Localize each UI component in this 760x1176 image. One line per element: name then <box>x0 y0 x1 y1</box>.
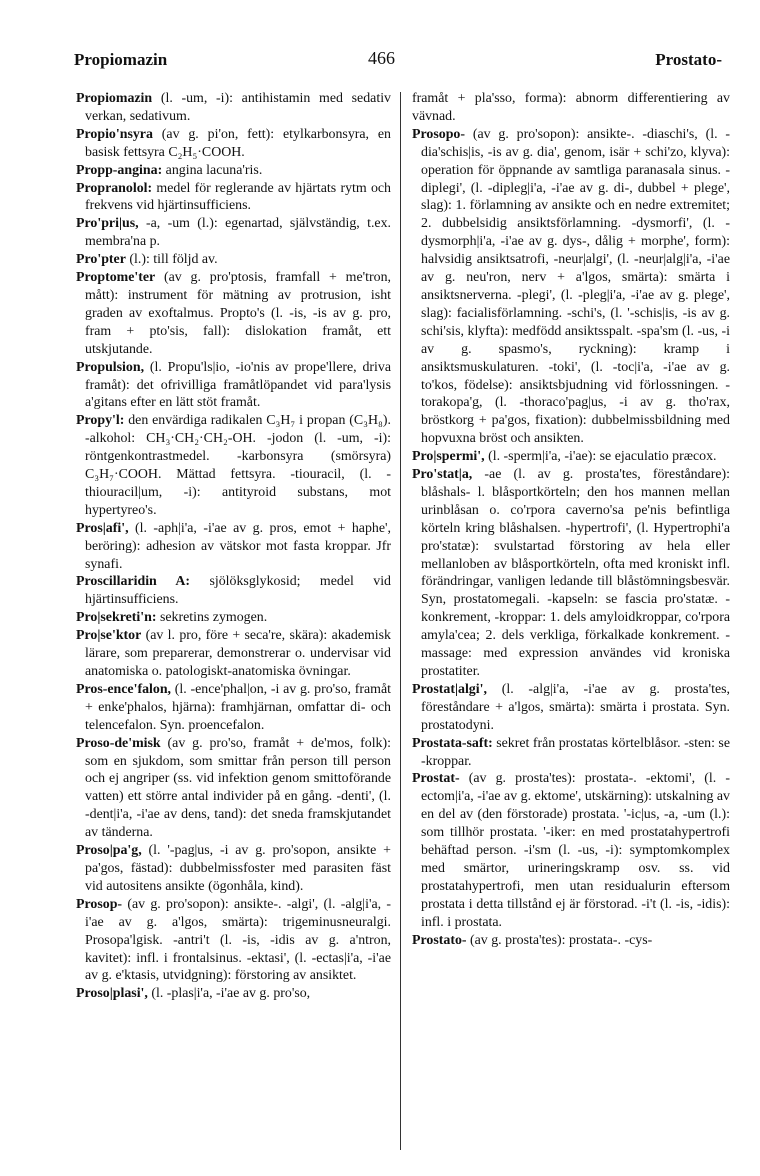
entry-headword: Prostat|algi', <box>412 681 487 697</box>
dictionary-entry <box>76 251 391 269</box>
entry-definition: (l. -alg|i'a, -i'ae av g. prosta'tes, föreståndare + a'lgos, smärta): smärta i prostata. Syn. prostatodyni. <box>421 681 730 733</box>
entry-definition: den envärdiga radikalen C₃H₇ i propan (C₃H₈). -alkohol: CH₃·CH₂·CH₂-OH. -jodon (l. -um, -i): röntgenkontrastmedel. -karbonsyra (smörsyra) C₃H₇·COOH. Mättad fettsyra. -tiouracil, (l. -thiouracil|um, -i): antityroid substans, mot hypertyreo's. <box>85 413 391 518</box>
entry-definition: (av g. prosta'tes): prostata-. -ektomi', (l. -ectom|i'a, -i'ae av g. ektome', utskärning): utskalning av en del av (den förstorade) prostata. '-ic|us, -a, -um (l.): som tillhör prostata. '-iker: en med prostatahypertrofi behäftad person. -i'sm (l. -us, -i): symptomkomplex med smärtor, urineringskramp osv. ss. vid prostatahypertrofi, men utan residualurin eftersom prostata i detta tillstånd ej är förstorad. -i't (l. -is, -idis): infl. i prostata. <box>421 771 730 930</box>
dictionary-entry <box>76 681 391 735</box>
entry-definition: framåt + pla'sso, forma): abnorm differentiering av vävnad. <box>412 91 730 124</box>
dictionary-entry <box>76 180 391 216</box>
entry-headword: Pro'stat|a, <box>412 467 473 483</box>
dictionary-entry <box>412 681 730 735</box>
entry-definition: angina lacuna'ris. <box>162 162 263 178</box>
dictionary-entry <box>412 126 730 448</box>
entry-headword: Propulsion, <box>76 359 145 375</box>
dictionary-entry <box>76 412 391 519</box>
right-guide-word: Prostato- <box>655 50 722 69</box>
entry-definition: (l. -ence'phal|on, -i av g. pro'so, framåt + enke'phalos, hjärna): framhjärnan, omfattar di- och telencefalon. Syn. proencefalon. <box>85 681 391 733</box>
page-number: 466 <box>368 48 395 68</box>
dictionary-entry <box>76 627 391 681</box>
dictionary-entry <box>76 520 391 574</box>
dictionary-entry <box>412 448 730 466</box>
entry-definition: (av g. pro'sopon): ansikte-. -algi', (l. -alg|i'a, -i'ae av g. a'lgos, smärta): trigeminusneuralgi. Prosopa'lgisk. -antri't (l. -is, -idis av g. a'ntron, kavitet): infl. i frontalsinus. -ektasi', (l. -ectas|i'a, -i'ae av g. e'ktasis, utvidgning): förstoring av ansiktet. <box>85 896 391 984</box>
dictionary-entry <box>76 842 391 896</box>
entry-definition: sjölöksglykosid; medel vid hjärtinsufficiens. <box>85 574 391 608</box>
left-guide-word: Propiomazin <box>74 50 168 69</box>
entry-headword: Propp-angina: <box>76 162 163 178</box>
dictionary-entry <box>76 126 391 162</box>
entry-headword: Pros|afi', <box>76 520 129 536</box>
dictionary-entry <box>412 735 730 771</box>
dictionary-entry <box>76 90 391 126</box>
entry-definition: (l. Propu'ls|io, -io'nis av prope'llere, driva framåt): det ofrivilliga framåtlöpandet vid para'lysis a'gitans efter en lätt stöt framåt. <box>85 359 391 411</box>
page-header <box>0 44 760 76</box>
entry-definition: medel för reglerande av hjärtats rytm och frekvens vid hjärtinsufficiens. <box>85 180 391 214</box>
entry-headword: Proso|pa'g, <box>76 843 142 859</box>
entry-definition: (l. -um, -i): antihistamin med sedativ verkan, sedativum. <box>85 91 391 124</box>
entry-headword: Proso-de'misk <box>76 735 161 751</box>
entry-headword: Propy'l: <box>76 413 125 429</box>
dictionary-entry <box>412 932 730 950</box>
right-column <box>412 90 730 950</box>
entry-headword: Proso|plasi', <box>76 986 148 1002</box>
entry-headword: Prostata-saft: <box>412 735 493 751</box>
entry-definition: (l. -aph|i'a, -i'ae av g. pros, emot + haphe', beröring): adhesion av vätskor mot fasta kroppar. Jfr synafi. <box>85 520 391 572</box>
dictionary-entry <box>76 896 391 986</box>
entry-headword: Pro|se'ktor <box>76 628 142 644</box>
dictionary-entry <box>412 466 730 681</box>
entry-definition: sekretins zymogen. <box>156 610 268 626</box>
entry-headword: Proptome'ter <box>76 270 156 286</box>
entry-headword: Pro'pri|us, <box>76 216 139 232</box>
dictionary-entry <box>76 359 391 413</box>
entry-definition: -ae (l. av g. prosta'tes, föreståndare): blåshals- l. blåsportkörteln; den hos mannen mellan urinblåsan o. co'rpora caverno'sa pe'nis befintliga körteln kring blåshalsen. -hypertrofi', (l. Hypertrophi'a pro'statæ): svulstartad förstoring av hela eller mellanloben av blåsportkörteln, ofta med kroniskt infl. förändringar, vanligen ledande till blåstömningsbesvär. Syn, prostatomegali. -kapseln: se fascia pro'statæ. -konkrement, -kroppar: 1. dels amyloidkroppar, co'rpora amyla'cea; 2. dels verkliga, förkalkade konkrement. -massage: med expression användes vid kroniska prostatiter. <box>421 467 730 679</box>
dictionary-entry <box>76 162 391 180</box>
entry-definition: (l.): till följd av. <box>125 252 218 268</box>
entry-definition: sekret från prostatas körtelblåsor. -sten: se -kroppar. <box>421 735 730 769</box>
dictionary-entry <box>76 269 391 359</box>
entry-headword: Pros-ence'falon, <box>76 681 172 697</box>
entry-headword: Prostat- <box>412 771 460 787</box>
left-column <box>76 90 391 1003</box>
entry-definition: -a, -um (l.): egenartad, självständig, t.ex. membra'na p. <box>85 216 391 250</box>
entry-headword: Prostato- <box>412 932 467 948</box>
entry-definition: (l. -sperm|i'a, -i'ae): se ejaculatio præcox. <box>484 449 717 465</box>
entry-definition: (l. '-pag|us, -i av g. pro'sopon, ansikte + pa'gos, fästad): dubbelmissfoster med parasiten fäst vid autositens ansikte (ögonhåla, kind). <box>85 843 391 894</box>
entry-definition: (av g. pro'so, framåt + de'mos, folk): som en sjukdom, som smittar från person till person och ej angriper (ss. vid infektion genom smittoförande vatten) ett större antal individer på en gång. -denti', (l. -dent|i'a, -i'ae av dens, tand): det sneda framskjutandet av tänderna. <box>85 735 391 841</box>
entry-headword: Propranolol: <box>76 180 153 196</box>
entry-headword: Prosop- <box>76 896 123 912</box>
entry-definition: (av g. prosta'tes): prostata-. -cys- <box>466 932 653 948</box>
entry-headword: Pro'pter <box>76 252 126 268</box>
entry-headword: Pro|spermi', <box>412 449 485 465</box>
dictionary-entry <box>76 985 391 1003</box>
entry-definition: (av l. pro, före + seca're, skära): akademisk lärare, som preparerar, demonstrerar o. undervisar vid anatomiska o. patologiskt-anatomiska övningar. <box>85 628 391 679</box>
entry-headword: Propio'nsyra <box>76 126 153 142</box>
entry-definition: (av g. pi'on, fett): etylkarbonsyra, en basisk fettsyra C₂H₅·COOH. <box>85 126 391 160</box>
entry-headword: Proscillaridin A: <box>76 574 191 590</box>
entry-definition: (av g. pro'ptosis, framfall + me'tron, mått): instrument för mätning av protrusion, isht graden av exoftalmus. Propto's (l. -is, -is av g. pro, fram + pto'sis, fall): dislokation framåt, ett utskjutande. <box>85 270 391 357</box>
dictionary-entry <box>412 770 730 931</box>
column-divider <box>400 92 401 1150</box>
dictionary-entry <box>76 573 391 609</box>
entry-headword: Pro|sekreti'n: <box>76 610 157 626</box>
dictionary-entry <box>412 90 730 126</box>
entry-definition: (av g. pro'sopon): ansikte-. -diaschi's, (l. -dia'schis|is, -is av g. dia', genom, isär + schi'zo, klyva): operation för öppnande av samtliga paranasala sinus. -diplegi', (l. -dipleg|i'a, -i'ae av g. di-, dubbel + plege', slag): 1. förlamning av ansikte och en nedre extremitet; 2. dubbelsidig ansiktsförlamning. -dysmorfi', (l. -dysmorph|i'a, -i'ae av g. dys-, dålig + morphe', form): halvsidig ansiktsatrofi, -neur|algi', (l. -neur|alg|i'a, -i'ae av g. neu'ron, nerv + a'lgos, smärta): smärta i ansiktsnerverna. -plegi', (l. -pleg|i'a, -i'ae av g. plege', slag): facialisförlamning. -schi's, (l. '-schis|is, -is av g. schi'sis, klyfta): medfödd ansiktsspalt. -spa'sm (l. -us, -i av g. spasmo's, ryckning): kramp i ansiktsmuskulaturen. -toki', (l. -toc|i'a, -i'ae av g. to'kos, födelse): ansiktsbjudning vid förlossningen. -torakopa'g, (l. -thoraco'pag|us, -i av g. tho'rax, bröstkorg + pa'gos, fixation): dubbelmissbildning med hopvuxna bröst och ansikten. <box>421 126 730 447</box>
entry-headword: Propiomazin <box>76 91 153 106</box>
entry-definition: (l. -plas|i'a, -i'ae av g. pro'so, <box>147 986 311 1002</box>
dictionary-entry <box>76 609 391 627</box>
dictionary-entry <box>76 215 391 251</box>
dictionary-entry <box>76 735 391 842</box>
entry-headword: Prosopo- <box>412 126 465 142</box>
